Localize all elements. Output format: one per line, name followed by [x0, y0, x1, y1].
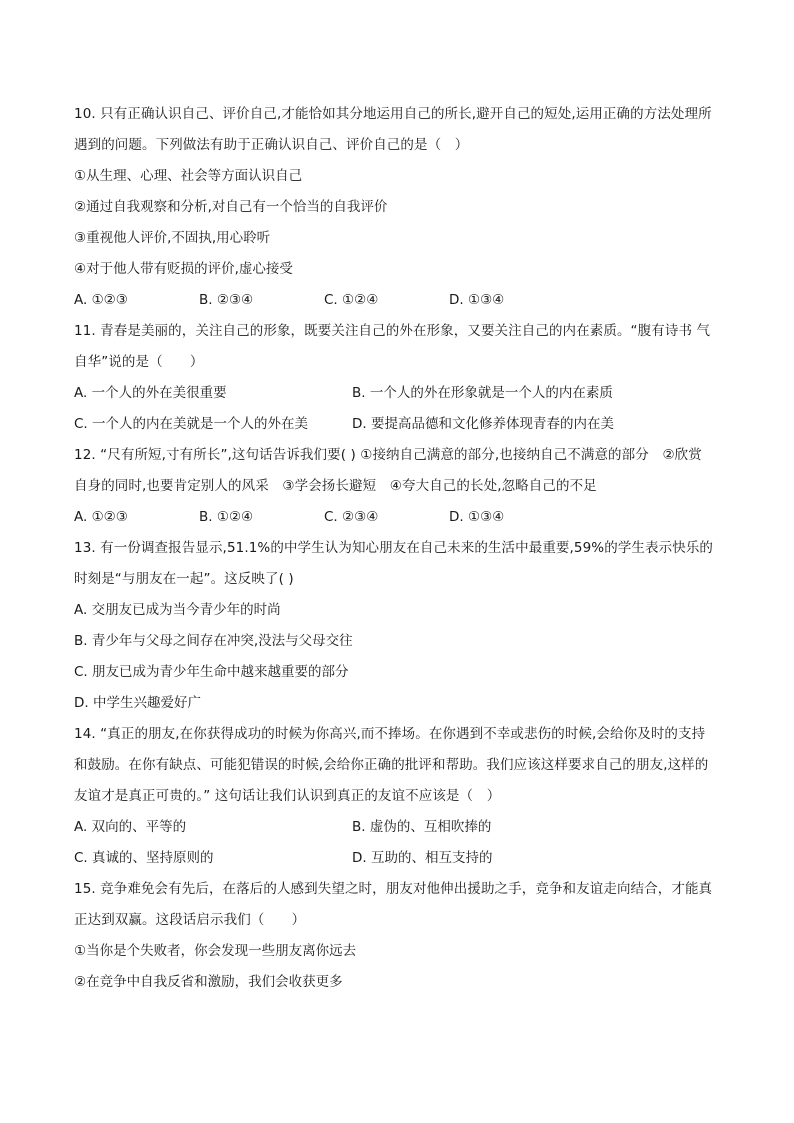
question-11-option-b: B. 一个人的外在形象就是一个人的内在素质	[352, 385, 613, 401]
question-10-statement-1: ①从生理、心理、社会等方面认识自己	[74, 168, 303, 184]
question-12-stem-line-2: 自身的同时,也要肯定别人的风采 ③学会扬长避短 ④夸大自己的长处,忽略自己的不足	[74, 478, 597, 494]
question-13-stem-line-2: 时刻是“与朋友在一起”。这反映了( )	[74, 571, 294, 587]
question-10-option-a: A. ①②③	[74, 292, 128, 308]
question-12-option-d: D. ①③④	[449, 509, 505, 525]
question-12-options	[74, 502, 726, 533]
question-12-option-b: B. ①②④	[199, 509, 254, 525]
question-10-stem-line-1: 10. 只有正确认识自己、评价自己,才能恰如其分地运用自己的所长,避开自己的短处,运用正确的方法处理所	[74, 106, 712, 122]
question-10	[74, 99, 726, 316]
question-10-option-b: B. ②③④	[199, 292, 254, 308]
question-11-option-c: C. 一个人的内在美就是一个人的外在美	[74, 416, 309, 432]
question-13	[74, 533, 726, 719]
question-14-options-row-2	[74, 843, 726, 874]
question-11	[74, 316, 726, 440]
question-10-stem-line-2: 遇到的问题。下列做法有助于正确认识自己、评价自己的是（ ）	[74, 137, 469, 153]
question-11-stem-line-2: 自华”说的是（ ）	[74, 354, 204, 370]
question-15-statement-2: ②在竞争中自我反省和激励，我们会收获更多	[74, 974, 343, 990]
question-11-stem-line-1: 11. 青春是美丽的，关注自己的形象，既要关注自己的外在形象，又要关注自己的内在素质。“腹有诗书 气	[74, 323, 711, 339]
question-15	[74, 874, 726, 998]
question-14-options-row-1	[74, 812, 726, 843]
question-10-statement-2: ②通过自我观察和分析,对自己有一个恰当的自我评价	[74, 199, 388, 215]
question-10-options	[74, 285, 726, 316]
question-13-stem-line-1: 13. 有一份调查报告显示,51.1%的中学生认为知心朋友在自己未来的生活中最重要,59%的学生表示快乐的	[74, 540, 714, 556]
question-13-option-c: C. 朋友已成为青少年生命中越来越重要的部分	[74, 664, 349, 680]
question-12-option-a: A. ①②③	[74, 509, 128, 525]
question-14-option-a: A. 双向的、平等的	[74, 819, 187, 835]
question-12-stem-line-1: 12. “尺有所短,寸有所长”,这句话告诉我们要( ) ①接纳自己满意的部分,也接纳自己不满意的部分 ②欣赏	[74, 447, 702, 463]
question-11-options-row-2	[74, 409, 726, 440]
question-13-option-d: D. 中学生兴趣爱好广	[74, 695, 201, 711]
question-15-statement-1: ①当你是个失败者，你会发现一些朋友离你远去	[74, 943, 357, 959]
question-10-statement-3: ③重视他人评价,不固执,用心聆听	[74, 230, 271, 246]
question-14-stem-line-1: 14. “真正的朋友,在你获得成功的时候为你高兴,而不捧场。在你遇到不幸或悲伤的时候,会给你及时的支持	[74, 726, 706, 742]
question-12-option-c: C. ②③④	[324, 509, 379, 525]
question-14-option-c: C. 真诚的、坚持原则的	[74, 850, 214, 866]
question-11-option-a: A. 一个人的外在美很重要	[74, 385, 227, 401]
question-11-option-d: D. 要提高品德和文化修养体现青春的内在美	[352, 416, 614, 432]
question-list	[74, 99, 726, 998]
question-10-option-c: C. ①②④	[324, 292, 379, 308]
question-14-stem-line-2: 和鼓励。在你有缺点、可能犯错误的时候,会给你正确的批评和帮助。我们应该这样要求自己的朋友,这样的	[74, 757, 709, 773]
question-11-options-row-1	[74, 378, 726, 409]
question-14-option-d: D. 互助的、相互支持的	[352, 850, 493, 866]
question-14	[74, 719, 726, 874]
question-13-option-a: A. 交朋友已成为当今青少年的时尚	[74, 602, 281, 618]
question-15-stem-line-1: 15. 竞争难免会有先后，在落后的人感到失望之时，朋友对他伸出援助之手，竞争和友谊走向结合，才能真	[74, 881, 713, 897]
question-10-option-d: D. ①③④	[449, 292, 505, 308]
question-14-stem-line-3: 友谊才是真正可贵的。” 这句话让我们认识到真正的友谊不应该是（ ）	[74, 788, 501, 804]
question-10-statement-4: ④对于他人带有贬损的评价,虚心接受	[74, 261, 293, 277]
question-12	[74, 440, 726, 533]
question-14-option-b: B. 虚伪的、互相吹捧的	[352, 819, 492, 835]
question-13-option-b: B. 青少年与父母之间存在冲突,没法与父母交往	[74, 633, 353, 649]
question-15-stem-line-2: 正达到双赢。这段话启示我们（ ）	[74, 912, 306, 928]
